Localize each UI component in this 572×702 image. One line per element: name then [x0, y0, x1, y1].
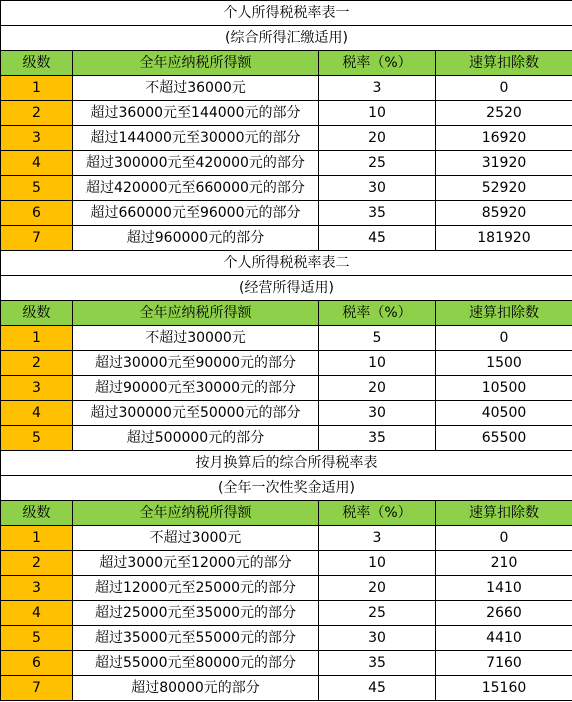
table-row [1, 426, 572, 451]
tax-rate-cell: 30 [319, 401, 436, 426]
income-range-cell: 超过420000元至660000元的部分 [73, 176, 319, 201]
quick-deduction-cell: 40500 [436, 401, 572, 426]
quick-deduction-cell: 4410 [436, 626, 572, 651]
table-row [1, 201, 572, 226]
table-subtitle: (经营所得适用) [1, 276, 572, 301]
level-cell: 2 [1, 551, 73, 576]
income-range-cell: 超过500000元的部分 [73, 426, 319, 451]
table-subtitle-row [1, 26, 572, 51]
header-income-range: 全年应纳税所得额 [73, 501, 319, 526]
quick-deduction-cell: 65500 [436, 426, 572, 451]
tax-rate-cell: 10 [319, 351, 436, 376]
header-income-range: 全年应纳税所得额 [73, 301, 319, 326]
table-subtitle-row [1, 276, 572, 301]
table-title-row [1, 451, 572, 476]
quick-deduction-cell: 52920 [436, 176, 572, 201]
tax-rate-cell: 10 [319, 551, 436, 576]
quick-deduction-cell: 15160 [436, 676, 572, 701]
tax-rate-cell: 45 [319, 226, 436, 251]
income-range-cell: 超过300000元至420000元的部分 [73, 151, 319, 176]
table-header-row [1, 301, 572, 326]
income-range-cell: 超过300000元至50000元的部分 [73, 401, 319, 426]
level-cell: 3 [1, 376, 73, 401]
tax-rate-cell: 25 [319, 601, 436, 626]
header-quick-deduction: 速算扣除数 [436, 501, 572, 526]
table-row [1, 176, 572, 201]
tax-rate-cell: 20 [319, 126, 436, 151]
table-row [1, 126, 572, 151]
income-range-cell: 超过80000元的部分 [73, 676, 319, 701]
header-income-range: 全年应纳税所得额 [73, 51, 319, 76]
level-cell: 5 [1, 176, 73, 201]
quick-deduction-cell: 85920 [436, 201, 572, 226]
tax-rate-cell: 35 [319, 651, 436, 676]
tax-rate-cell: 3 [319, 526, 436, 551]
level-cell: 3 [1, 126, 73, 151]
table-header-row [1, 51, 572, 76]
tax-rate-cell: 20 [319, 576, 436, 601]
header-level: 级数 [1, 501, 73, 526]
table-row [1, 151, 572, 176]
table-row [1, 676, 572, 701]
tax-rate-cell: 3 [319, 76, 436, 101]
tax-rate-cell: 20 [319, 376, 436, 401]
income-range-cell: 超过36000元至144000元的部分 [73, 101, 319, 126]
level-cell: 7 [1, 226, 73, 251]
level-cell: 4 [1, 151, 73, 176]
income-range-cell: 超过3000元至12000元的部分 [73, 551, 319, 576]
tax-rate-cell: 10 [319, 101, 436, 126]
quick-deduction-cell: 7160 [436, 651, 572, 676]
income-range-cell: 超过30000元至90000元的部分 [73, 351, 319, 376]
table-title-row [1, 251, 572, 276]
table-title-row [1, 1, 572, 26]
level-cell: 1 [1, 526, 73, 551]
header-tax-rate: 税率（%） [319, 501, 436, 526]
income-range-cell: 超过35000元至55000元的部分 [73, 626, 319, 651]
tax-rate-cell: 35 [319, 426, 436, 451]
income-range-cell: 不超过3000元 [73, 526, 319, 551]
table-subtitle: (全年一次性奖金适用) [1, 476, 572, 501]
tax-rate-cell: 45 [319, 676, 436, 701]
tax-rate-cell: 5 [319, 326, 436, 351]
sheet-body [1, 1, 572, 701]
level-cell: 3 [1, 576, 73, 601]
quick-deduction-cell: 31920 [436, 151, 572, 176]
income-range-cell: 不超过36000元 [73, 76, 319, 101]
quick-deduction-cell: 0 [436, 526, 572, 551]
table-row [1, 526, 572, 551]
level-cell: 5 [1, 626, 73, 651]
quick-deduction-cell: 2520 [436, 101, 572, 126]
level-cell: 2 [1, 101, 73, 126]
quick-deduction-cell: 0 [436, 326, 572, 351]
level-cell: 2 [1, 351, 73, 376]
header-quick-deduction: 速算扣除数 [436, 301, 572, 326]
level-cell: 4 [1, 401, 73, 426]
table-row [1, 101, 572, 126]
table-row [1, 376, 572, 401]
table-row [1, 226, 572, 251]
quick-deduction-cell: 181920 [436, 226, 572, 251]
level-cell: 4 [1, 601, 73, 626]
tax-rate-cell: 30 [319, 626, 436, 651]
quick-deduction-cell: 16920 [436, 126, 572, 151]
header-level: 级数 [1, 51, 73, 76]
table-row [1, 401, 572, 426]
table-row [1, 551, 572, 576]
level-cell: 1 [1, 326, 73, 351]
tax-rate-cell: 25 [319, 151, 436, 176]
income-range-cell: 超过660000元至96000元的部分 [73, 201, 319, 226]
table-row [1, 351, 572, 376]
level-cell: 7 [1, 676, 73, 701]
header-level: 级数 [1, 301, 73, 326]
table-row [1, 576, 572, 601]
quick-deduction-cell: 10500 [436, 376, 572, 401]
table-subtitle-row [1, 476, 572, 501]
table-subtitle: (综合所得汇缴适用) [1, 26, 572, 51]
income-range-cell: 超过55000元至80000元的部分 [73, 651, 319, 676]
income-range-cell: 超过25000元至35000元的部分 [73, 601, 319, 626]
table-title: 个人所得税税率表一 [1, 1, 572, 26]
quick-deduction-cell: 2660 [436, 601, 572, 626]
quick-deduction-cell: 0 [436, 76, 572, 101]
income-range-cell: 超过90000元至30000元的部分 [73, 376, 319, 401]
income-range-cell: 不超过30000元 [73, 326, 319, 351]
table-title: 按月换算后的综合所得税率表 [1, 451, 572, 476]
quick-deduction-cell: 1500 [436, 351, 572, 376]
table-title: 个人所得税税率表二 [1, 251, 572, 276]
quick-deduction-cell: 1410 [436, 576, 572, 601]
header-quick-deduction: 速算扣除数 [436, 51, 572, 76]
header-tax-rate: 税率（%） [319, 51, 436, 76]
level-cell: 6 [1, 651, 73, 676]
income-range-cell: 超过12000元至25000元的部分 [73, 576, 319, 601]
income-range-cell: 超过960000元的部分 [73, 226, 319, 251]
header-tax-rate: 税率（%） [319, 301, 436, 326]
level-cell: 6 [1, 201, 73, 226]
table-row [1, 651, 572, 676]
tax-rate-cell: 35 [319, 201, 436, 226]
level-cell: 1 [1, 76, 73, 101]
level-cell: 5 [1, 426, 73, 451]
tax-rate-cell: 30 [319, 176, 436, 201]
table-row [1, 626, 572, 651]
income-range-cell: 超过144000元至30000元的部分 [73, 126, 319, 151]
table-row [1, 326, 572, 351]
table-row [1, 76, 572, 101]
table-header-row [1, 501, 572, 526]
table-row [1, 601, 572, 626]
quick-deduction-cell: 210 [436, 551, 572, 576]
